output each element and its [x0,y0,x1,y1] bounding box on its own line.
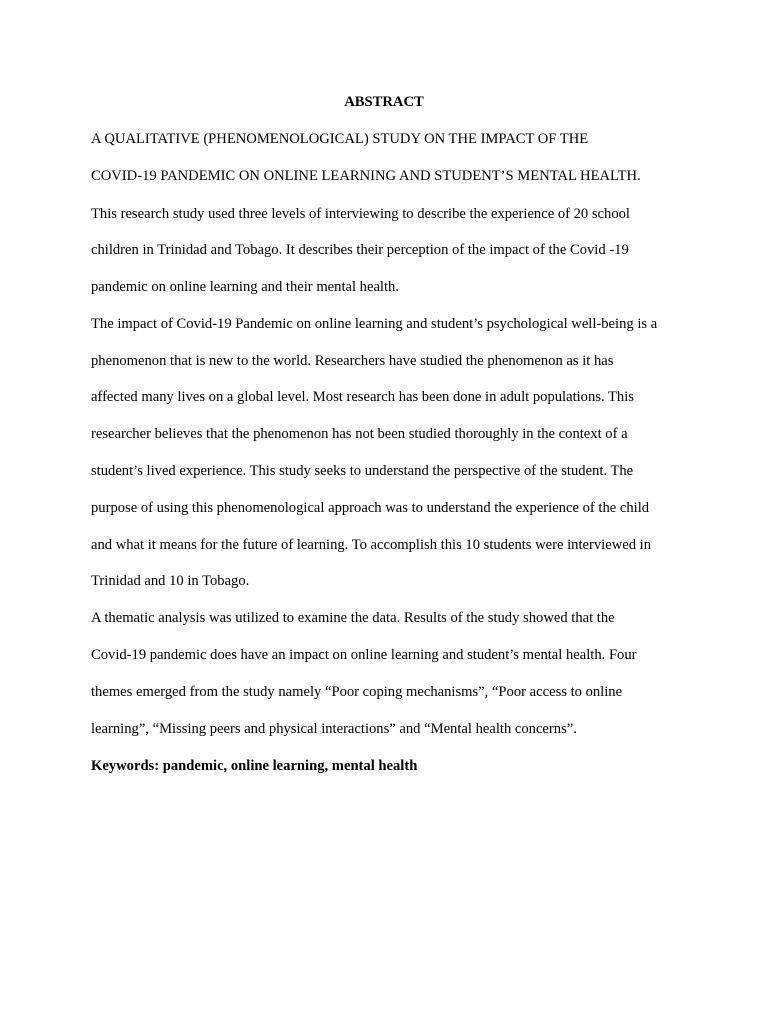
paragraph-line: affected many lives on a global level. Most research has been done in adult populations. This [91,389,634,405]
study-title-line: A QUALITATIVE (PHENOMENOLOGICAL) STUDY ON THE IMPACT OF THE [91,131,589,147]
study-title-line: COVID-19 PANDEMIC ON ONLINE LEARNING AND STUDENT’S MENTAL HEALTH. [91,168,641,184]
abstract-heading: ABSTRACT [344,94,424,110]
paragraph-line: A thematic analysis was utilized to examine the data. Results of the study showed that the [91,610,615,626]
paragraph-line: Trinidad and 10 in Tobago. [91,573,250,589]
paragraph-line: The impact of Covid-19 Pandemic on online learning and student’s psychological well-being is a [91,316,658,332]
paragraph-line: This research study used three levels of interviewing to describe the experience of 20 school [91,206,630,222]
paragraph-line: children in Trinidad and Tobago. It describes their perception of the impact of the Covid -19 [91,242,629,258]
paragraph-line: and what it means for the future of learning. To accomplish this 10 students were interviewed in [91,537,652,553]
paragraph-line: learning”, “Missing peers and physical interactions” and “Mental health concerns”. [91,721,577,737]
paragraph-line: pandemic on online learning and their mental health. [91,279,399,295]
paragraph-line: purpose of using this phenomenological approach was to understand the experience of the child [91,500,650,516]
paragraph-line: themes emerged from the study namely “Poor coping mechanisms”, “Poor access to online [91,684,623,700]
paragraph-line: researcher believes that the phenomenon has not been studied thoroughly in the context of a [91,426,628,442]
paragraph-line: phenomenon that is new to the world. Researchers have studied the phenomenon as it has [91,353,614,369]
paragraph-line: Covid-19 pandemic does have an impact on online learning and student’s mental health. Four [91,647,637,663]
paragraph-line: student’s lived experience. This study seeks to understand the perspective of the student. The [91,463,634,479]
keywords-line: Keywords: pandemic, online learning, mental health [91,758,418,774]
